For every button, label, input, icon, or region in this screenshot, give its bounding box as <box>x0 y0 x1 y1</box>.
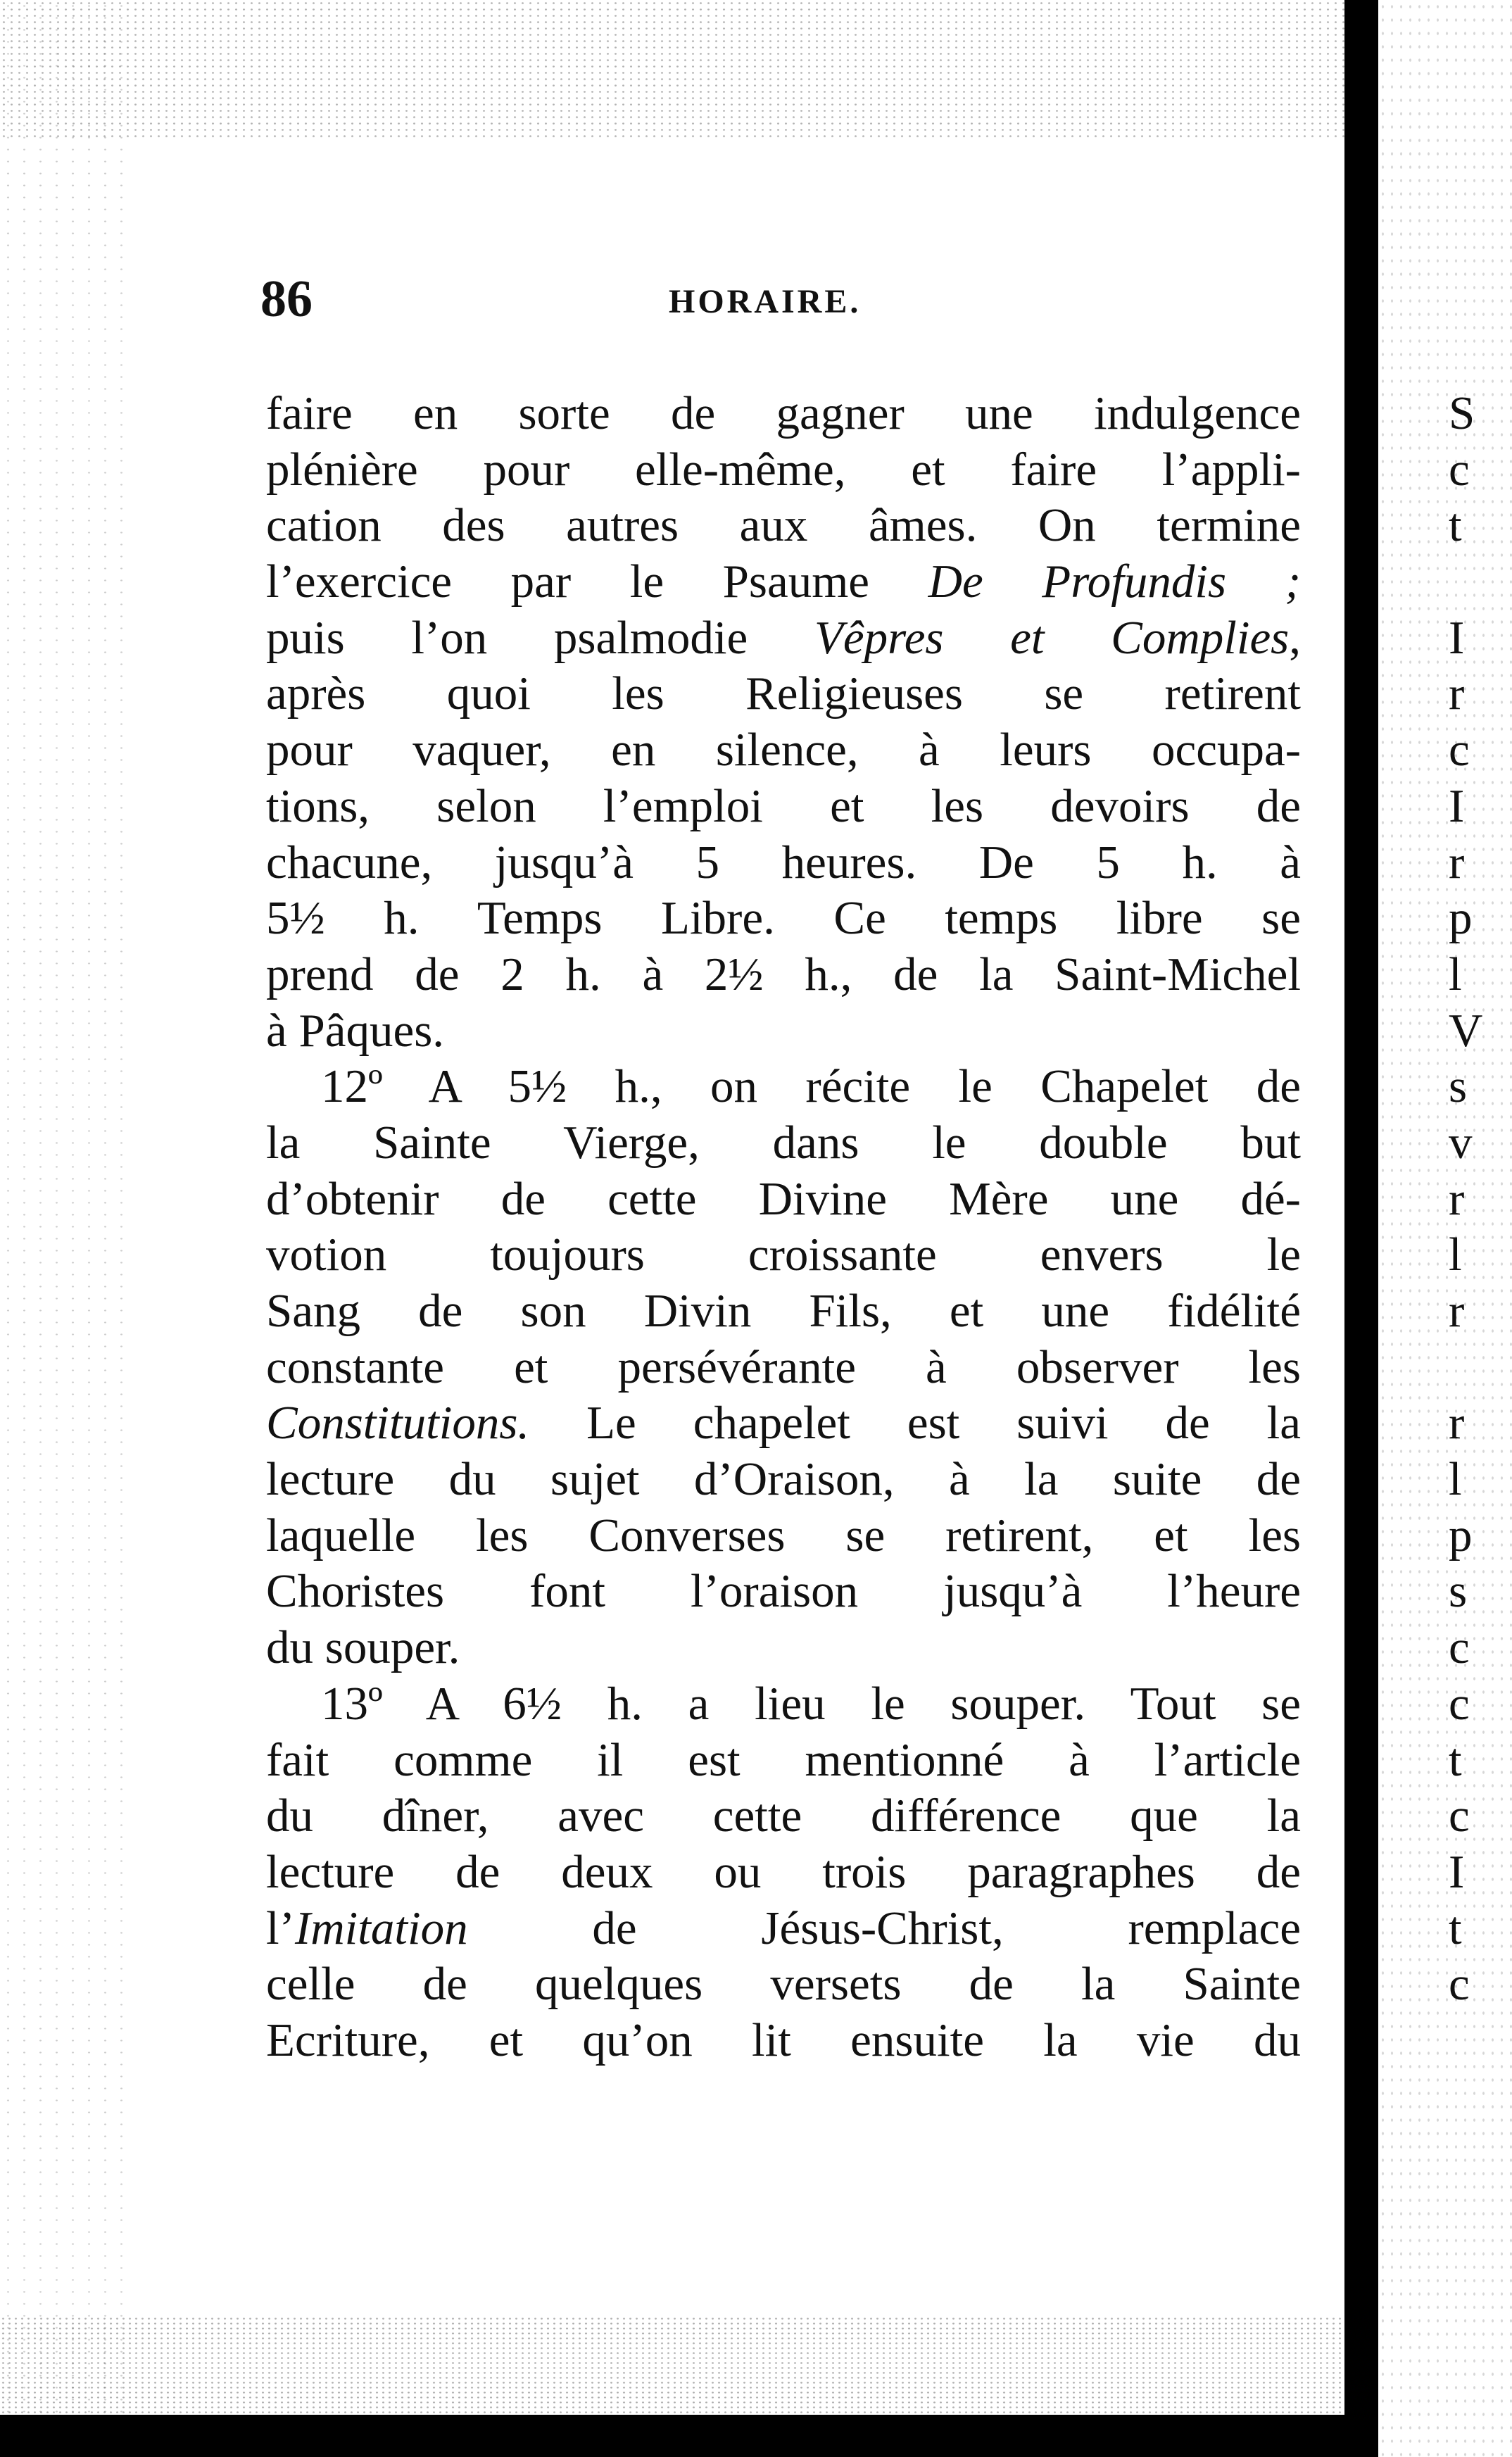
text-run: de Jésus-Christ, remplace <box>467 1902 1301 1954</box>
facing-fragment: r <box>1449 1397 1465 1450</box>
text-line: pour vaquer, en silence, à leurs occupa- <box>266 724 1301 777</box>
text-run: puis l’on psalmodie <box>266 611 814 664</box>
facing-fragment: S <box>1449 387 1475 439</box>
facing-page-text <box>1449 386 1512 2013</box>
facing-fragment: c <box>1449 1790 1470 1842</box>
text-line: lecture du sujet d’Oraison, à la suite de <box>266 1453 1301 1506</box>
text-line: après quoi les Religieuses se retirent <box>266 667 1301 720</box>
text-run: , <box>1289 611 1301 664</box>
scan-noise-bottom <box>0 2316 1344 2415</box>
scan-noise-left <box>0 0 134 2415</box>
facing-fragment: c <box>1449 1621 1470 1674</box>
facing-fragment <box>1449 1340 1512 1396</box>
text-line <box>266 1395 1301 1452</box>
text-line: d’obtenir de cette Divine Mère une dé- <box>266 1172 1301 1225</box>
facing-fragment: I <box>1449 611 1465 664</box>
text-line: laquelle les Converses se retirent, et les <box>266 1509 1301 1561</box>
italic-run: Imitation <box>294 1902 468 1954</box>
text-line: prend de 2 h. à 2½ h., de la Saint-Michel <box>266 948 1301 1000</box>
facing-fragment: t <box>1449 499 1462 552</box>
text-line <box>266 1901 1301 1957</box>
italic-run: Constitutions. <box>266 1397 530 1450</box>
text-line: fait comme il est mentionné à l’article <box>266 1733 1301 1786</box>
text-line: du souper. <box>266 1621 460 1674</box>
text-line: à Pâques. <box>266 1004 445 1057</box>
text-run: l’ <box>266 1902 295 1954</box>
italic-run: De Profundis ; <box>928 555 1301 608</box>
text-line <box>266 554 1301 610</box>
page-number: 86 <box>260 270 313 328</box>
text-line: constante et persévérante à observer les <box>266 1340 1301 1393</box>
facing-fragment: c <box>1449 724 1470 777</box>
text-line: la Sainte Vierge, dans le double but <box>266 1116 1301 1169</box>
text-line: plénière pour elle-même, et faire l’appli- <box>266 443 1301 496</box>
facing-fragment: r <box>1449 1172 1465 1225</box>
facing-page-edge <box>1378 0 1512 2457</box>
facing-fragment: v <box>1449 1116 1473 1169</box>
text-line: du dîner, avec cette différence que la <box>266 1790 1301 1842</box>
text-line <box>266 610 1301 667</box>
facing-fragment: c <box>1449 443 1470 496</box>
text-line: Ecriture, et qu’on lit ensuite la vie du <box>266 2013 1301 2066</box>
text-line: celle de quelques versets de la Sainte <box>266 1958 1301 2011</box>
facing-fragment: r <box>1449 1285 1465 1337</box>
facing-fragment: s <box>1449 1565 1468 1618</box>
italic-run: Vêpres et Complies <box>814 611 1290 664</box>
text-line: faire en sorte de gagner une indulgence <box>266 387 1301 439</box>
facing-fragment: l <box>1449 1228 1462 1281</box>
facing-fragment: l <box>1449 948 1462 1000</box>
text-line: chacune, jusqu’à 5 heures. De 5 h. à <box>266 836 1301 888</box>
facing-fragment: c <box>1449 1677 1470 1730</box>
facing-fragment: p <box>1449 1509 1473 1561</box>
text-line: votion toujours croissante envers le <box>266 1228 1301 1281</box>
facing-fragment: t <box>1449 1902 1462 1954</box>
text-line: Choristes font l’oraison jusqu’à l’heure <box>266 1565 1301 1618</box>
facing-fragment: l <box>1449 1453 1462 1506</box>
facing-fragment: p <box>1449 892 1473 945</box>
facing-fragment: s <box>1449 1060 1468 1113</box>
facing-fragment: I <box>1449 779 1465 832</box>
facing-fragment: V <box>1449 1004 1483 1057</box>
facing-fragment: I <box>1449 1845 1465 1898</box>
facing-fragment: t <box>1449 1733 1462 1786</box>
text-line: Sang de son Divin Fils, et une fidélité <box>266 1285 1301 1337</box>
text-line: lecture de deux ou trois paragraphes de <box>266 1845 1301 1898</box>
facing-fragment: r <box>1449 836 1465 888</box>
text-run: Le chapelet est suivi de la <box>529 1397 1301 1450</box>
text-line: cation des autres aux âmes. On termine <box>266 499 1301 552</box>
text-line: 12º A 5½ h., on récite le Chapelet de <box>321 1060 1301 1113</box>
text-line: 13º A 6½ h. a lieu le souper. Tout se <box>321 1677 1301 1730</box>
facing-fragment: r <box>1449 667 1465 720</box>
text-line: tions, selon l’emploi et les devoirs de <box>266 779 1301 832</box>
facing-fragment: c <box>1449 1958 1470 2011</box>
running-head: HORAIRE. <box>669 283 862 320</box>
facing-fragment <box>1449 554 1512 610</box>
text-line: 5½ h. Temps Libre. Ce temps libre se <box>266 892 1301 945</box>
page-header <box>260 268 1302 331</box>
page-gutter <box>1344 0 1378 2457</box>
scan-noise-top <box>0 0 1344 141</box>
text-run: l’exercice par le Psaume <box>266 555 928 608</box>
body-text <box>266 386 1301 2069</box>
